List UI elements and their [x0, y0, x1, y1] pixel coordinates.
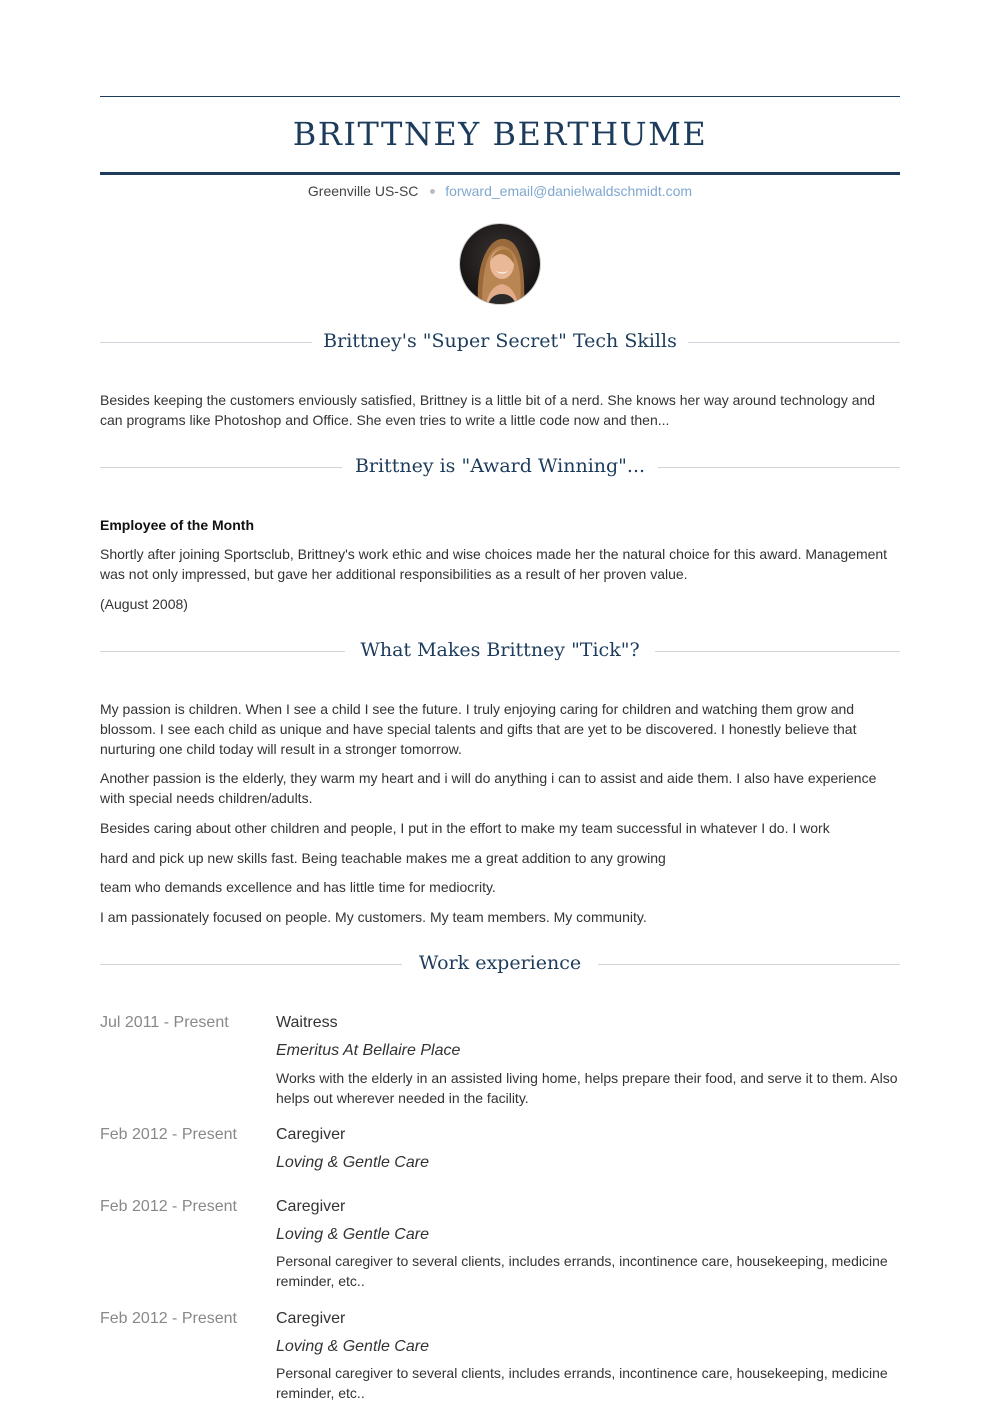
section-heading-awards [100, 451, 900, 481]
tick-paragraph: I am passionately focused on people. My customers. My team members. My community. [100, 909, 647, 925]
job-description: Personal caregiver to several clients, includes errands, incontinence care, housekeeping, medicine reminder, etc.. [276, 1365, 888, 1401]
name-rule [100, 172, 900, 175]
section-heading-tick [100, 635, 900, 665]
award-description: Shortly after joining Sportsclub, Brittney's work ethic and wise choices made her the natural choice for this award. Management was not only impressed, but gave her additional responsibilities as a result of her proven value. [100, 546, 888, 582]
contact-line [100, 181, 900, 201]
job-date: Feb 2012 - Present [100, 1126, 237, 1143]
award-date: (August 2008) [100, 596, 188, 612]
job-company: Loving & Gentle Care [276, 1226, 429, 1243]
email-link[interactable]: forward_email@danielwaldschmidt.com [445, 183, 693, 199]
section-title: Brittney's "Super Secret" Tech Skills [323, 330, 677, 352]
section-title: Work experience [418, 952, 582, 974]
profile-photo-icon [460, 224, 540, 304]
job-date: Jul 2011 - Present [100, 1014, 229, 1031]
job-description: Works with the elderly in an assisted living home, helps prepare their food, and serve it to them. Also helps out wherever needed in the facility. [276, 1070, 898, 1106]
tech-paragraph: Besides keeping the customers enviously satisfied, Brittney is a little bit of a nerd. She knows her way around technology and can programs like Photoshop and Office. She even tries to write a little code now and then... [100, 392, 876, 428]
section-title: Brittney is "Award Winning"... [354, 455, 646, 477]
section-title: What Makes Brittney "Tick"? [360, 639, 640, 661]
tick-paragraph: Another passion is the elderly, they warm my heart and i will do anything i can to assist and aide them. I also have experience with special needs children/adults. [100, 770, 877, 806]
job-title: Caregiver [276, 1198, 346, 1215]
job-title: Waitress [276, 1014, 338, 1031]
tick-paragraph: team who demands excellence and has little time for mediocrity. [100, 879, 496, 895]
award-title: Employee of the Month [100, 517, 254, 533]
job-title: Caregiver [276, 1310, 346, 1327]
location-text: Greenville US-SC [307, 183, 419, 199]
separator-dot-icon [430, 189, 435, 194]
top-rule [100, 96, 900, 97]
section-heading-tech [100, 326, 900, 356]
tick-paragraph: My passion is children. When I see a child I see the future. I truly enjoying caring for children and watching them grow and blossom. I see each child as unique and have special talents and gifts that are yet to be discovered. I honestly believe that nurturing one child today will result in a stronger tomorrow. [100, 701, 857, 757]
avatar [460, 224, 540, 304]
job-company: Emeritus At Bellaire Place [276, 1042, 461, 1059]
job-title: Caregiver [276, 1126, 346, 1143]
job-date: Feb 2012 - Present [100, 1310, 237, 1327]
tick-paragraph: Besides caring about other children and people, I put in the effort to make my team successful in whatever I do. I work [100, 820, 830, 836]
job-description: Personal caregiver to several clients, includes errands, incontinence care, housekeeping, medicine reminder, etc.. [276, 1253, 888, 1289]
section-heading-work [100, 948, 900, 978]
job-company: Loving & Gentle Care [276, 1154, 429, 1171]
candidate-name: BRITTNEY BERTHUME [292, 115, 708, 153]
job-company: Loving & Gentle Care [276, 1338, 429, 1355]
job-date: Feb 2012 - Present [100, 1198, 237, 1215]
tick-paragraph: hard and pick up new skills fast. Being teachable makes me a great addition to any growing [100, 850, 666, 866]
